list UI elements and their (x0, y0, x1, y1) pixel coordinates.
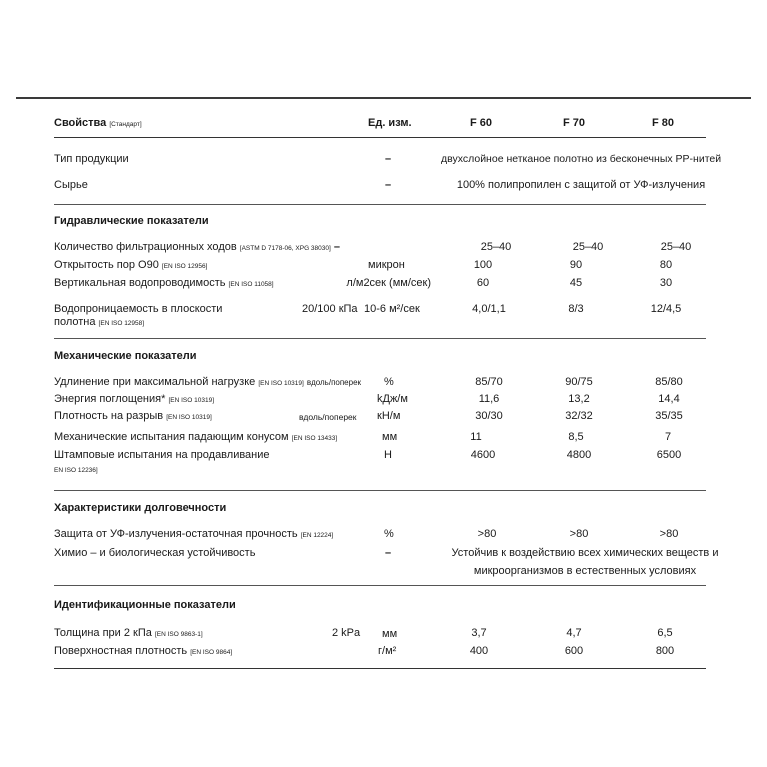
section-mechanical-title: Механические показатели (54, 350, 197, 362)
divider (54, 204, 706, 205)
identification-unit: г/м² (378, 645, 397, 657)
product-type-unit: – (385, 153, 392, 165)
hydraulic-row-label: полотна [EN ISO 12958] (54, 316, 145, 328)
identification-value: 800 (655, 645, 675, 657)
mechanical-value: 11 (470, 431, 482, 443)
divider (54, 668, 706, 669)
hydraulic-value: 60 (476, 277, 490, 289)
durability-chem-value: Устойчив к воздействию всех химических веществ и (451, 547, 719, 559)
divider (54, 490, 706, 491)
mechanical-direction: вдоль/поперек (299, 412, 357, 422)
durability-chem-unit: – (385, 547, 392, 559)
durability-uv-value: >80 (569, 528, 589, 540)
mechanical-value: 6500 (656, 449, 682, 461)
mechanical-row-label: Механические испытания падающим конусом [EN ISO 13433] (54, 431, 338, 443)
product-type-value: двухслойное нетканое полотно из бесконечных PP-нитей (441, 153, 722, 165)
divider (54, 137, 706, 138)
mechanical-value: 85/70 (475, 376, 503, 388)
durability-uv-label: Защита от УФ-излучения-остаточная прочность [EN 12224] (54, 528, 334, 540)
product-type-label: Тип продукции (54, 153, 129, 165)
hydraulic-value: 4,0/1,1 (472, 303, 506, 315)
identification-row-label: Толщина при 2 кПа [EN ISO 9863-1] (54, 627, 203, 639)
mechanical-value: 14,4 (658, 393, 680, 405)
hydraulic-value: 25–40 (660, 241, 692, 253)
mechanical-value: 4600 (470, 449, 496, 461)
mechanical-value: 90/75 (565, 376, 593, 388)
durability-chem-value: микроорганизмов в естественных условиях (473, 565, 697, 577)
hydraulic-value: 30 (659, 277, 673, 289)
header-properties: Свойства [Стандарт] (54, 117, 142, 129)
hydraulic-condition: 20/100 кПа (302, 303, 358, 315)
mechanical-unit: кН/м (377, 410, 401, 422)
raw-value: 100% полипропилен с защитой от УФ-излучения (456, 179, 706, 191)
mechanical-value: 11,6 (478, 393, 500, 405)
hydraulic-value: 100 (473, 259, 493, 271)
mechanical-row-label: Штамповые испытания на продавливание (54, 449, 270, 461)
mechanical-value: 32/32 (565, 410, 593, 422)
hydraulic-unit: л/м2сек (мм/сек) (346, 277, 431, 289)
identification-value: 3,7 (471, 627, 487, 639)
section-identification-title: Идентификационные показатели (54, 599, 236, 611)
hydraulic-row-label: Водопроницаемость в плоскости (54, 303, 223, 315)
identification-value: 600 (564, 645, 584, 657)
hydraulic-value: 8/3 (568, 303, 584, 315)
identification-value: 6,5 (657, 627, 673, 639)
durability-chem-label: Химио – и биологическая устойчивость (54, 547, 256, 559)
hydraulic-value: 45 (569, 277, 583, 289)
mechanical-row-label: Плотность на разрыв [EN ISO 10319] (54, 410, 212, 422)
hydraulic-row-label: Открытость пор O90 [EN ISO 12956] (54, 259, 208, 271)
identification-value: 4,7 (566, 627, 582, 639)
section-durability-title: Характеристики долговечности (54, 502, 227, 514)
mechanical-unit: kДж/м (377, 393, 408, 405)
header-col-f70: F 70 (562, 117, 585, 129)
identification-unit: мм (382, 628, 398, 640)
hydraulic-value: 90 (569, 259, 583, 271)
mechanical-value: 35/35 (655, 410, 683, 422)
mechanical-row-label: Удлинение при максимальной нагрузке [EN ISO 10319] вдоль/поперек (54, 376, 362, 388)
datasheet-table (16, 97, 751, 677)
hydraulic-value: 12/4,5 (650, 303, 682, 315)
durability-uv-value: >80 (659, 528, 679, 540)
divider (54, 585, 706, 586)
durability-uv-unit: % (384, 528, 394, 540)
mechanical-standard: EN ISO 12236] (54, 467, 98, 474)
header-col-f80: F 80 (651, 117, 674, 129)
hydraulic-value: 25–40 (572, 241, 604, 253)
mechanical-row-label: Энергия поглощения* [EN ISO 10319] (54, 393, 214, 405)
hydraulic-value: 25–40 (480, 241, 512, 253)
raw-label: Сырье (54, 179, 88, 191)
hydraulic-row-label: Количество фильтрационных ходов [ASTM D 7178-06, XPG 38030] – (54, 241, 341, 253)
mechanical-unit: Н (384, 449, 392, 461)
mechanical-value: 7 (664, 431, 672, 443)
hydraulic-value: 80 (659, 259, 673, 271)
mechanical-value: 4800 (566, 449, 592, 461)
header-unit: Ед. изм. (368, 117, 412, 129)
hydraulic-row-label: Вертикальная водопроводимость [EN ISO 11058] (54, 277, 274, 289)
mechanical-value: 13,2 (568, 393, 590, 405)
hydraulic-unit: 10-6 м²/сек (364, 303, 420, 315)
identification-condition: 2 kPa (332, 627, 361, 639)
mechanical-value: 30/30 (475, 410, 503, 422)
mechanical-value: 85/80 (655, 376, 683, 388)
divider (54, 338, 706, 339)
mechanical-value: 8,5 (568, 431, 584, 443)
identification-row-label: Поверхностная плотность [EN ISO 9864] (54, 645, 233, 657)
raw-unit: – (385, 179, 392, 191)
section-hydraulic-title: Гидравлические показатели (54, 215, 209, 227)
header-col-f60: F 60 (469, 117, 492, 129)
identification-value: 400 (469, 645, 489, 657)
durability-uv-value: >80 (477, 528, 497, 540)
mechanical-unit: % (384, 376, 394, 388)
hydraulic-unit: микрон (368, 259, 405, 271)
mechanical-unit: мм (382, 431, 398, 443)
